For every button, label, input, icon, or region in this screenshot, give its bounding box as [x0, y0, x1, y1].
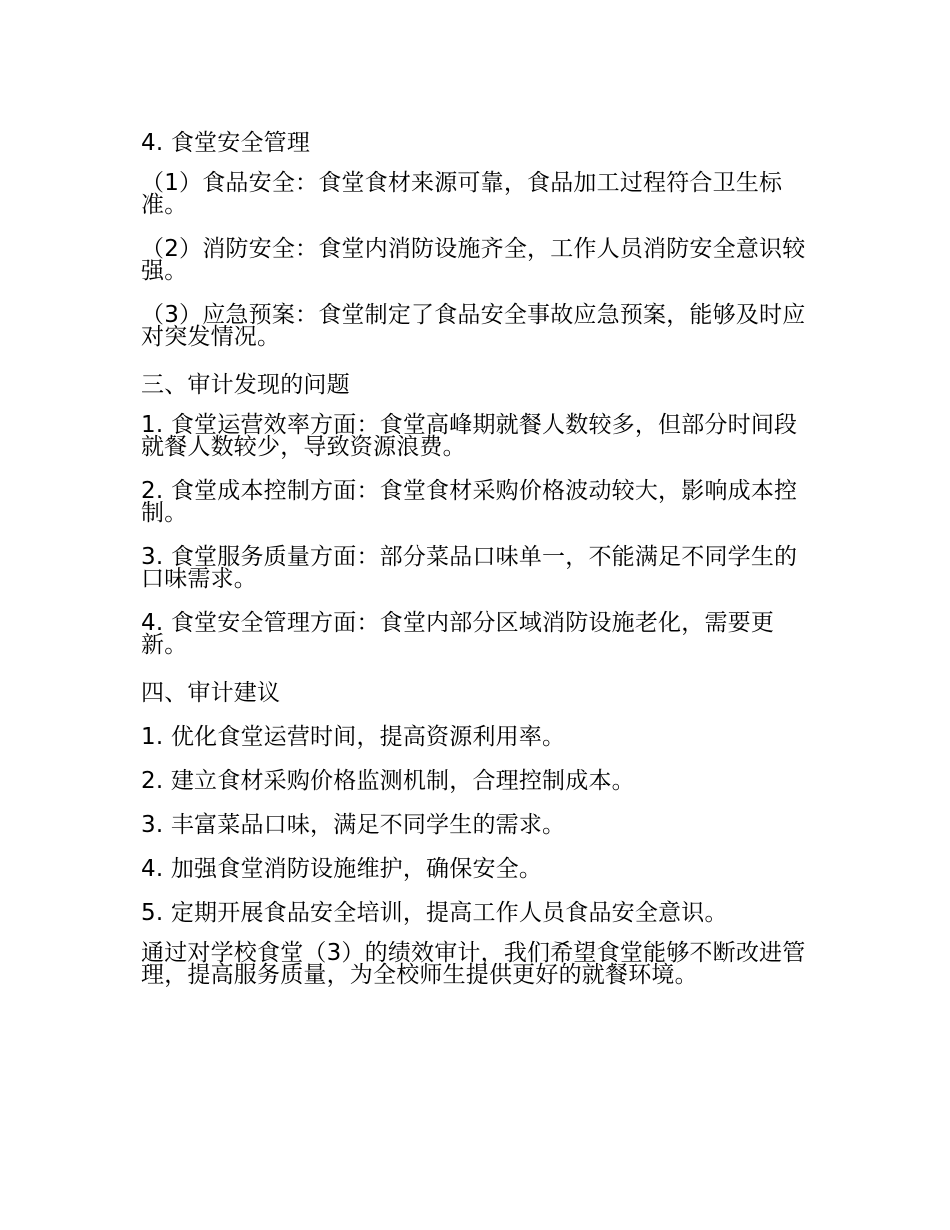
paragraph-suggestion-3: 3. 丰富菜品口味，满足不同学生的需求。: [141, 812, 566, 838]
paragraph-finding-safety: 4. 食堂安全管理方面：食堂内部分区域消防设施老化，需要更新。: [141, 610, 775, 658]
paragraph-suggestion-2: 2. 建立食材采购价格监测机制，合理控制成本。: [141, 768, 635, 794]
paragraph-finding-service: 3. 食堂服务质量方面：部分菜品口味单一，不能满足不同学生的口味需求。: [141, 544, 798, 592]
paragraph-finding-efficiency: 1. 食堂运营效率方面：食堂高峰期就餐人数较多，但部分时间段就餐人数较少，导致资源浪费。: [141, 412, 798, 460]
paragraph-suggestion-4: 4. 加强食堂消防设施维护，确保安全。: [141, 856, 543, 882]
paragraph-suggestion-1: 1. 优化食堂运营时间，提高资源利用率。: [141, 724, 566, 750]
section-heading-audit-suggestions: 四、审计建议: [141, 680, 281, 706]
paragraph-suggestion-5: 5. 定期开展食品安全培训，提高工作人员食品安全意识。: [141, 900, 728, 926]
paragraph-food-safety: （1）食品安全：食堂食材来源可靠，食品加工过程符合卫生标准。: [141, 170, 783, 218]
section-heading-canteen-safety: 4. 食堂安全管理: [141, 130, 311, 156]
paragraph-emergency-plan: （3）应急预案：食堂制定了食品安全事故应急预案，能够及时应对突发情况。: [141, 302, 806, 350]
paragraph-finding-cost: 2. 食堂成本控制方面：食堂食材采购价格波动较大，影响成本控制。: [141, 478, 798, 526]
section-heading-audit-findings: 三、审计发现的问题: [141, 372, 350, 398]
document-body: [141, 128, 806, 1008]
paragraph-fire-safety: （2）消防安全：食堂内消防设施齐全，工作人员消防安全意识较强。: [141, 236, 806, 284]
paragraph-conclusion: 通过对学校食堂（3）的绩效审计，我们希望食堂能够不断改进管理，提高服务质量，为全校师生提供更好的就餐环境。: [141, 940, 806, 988]
